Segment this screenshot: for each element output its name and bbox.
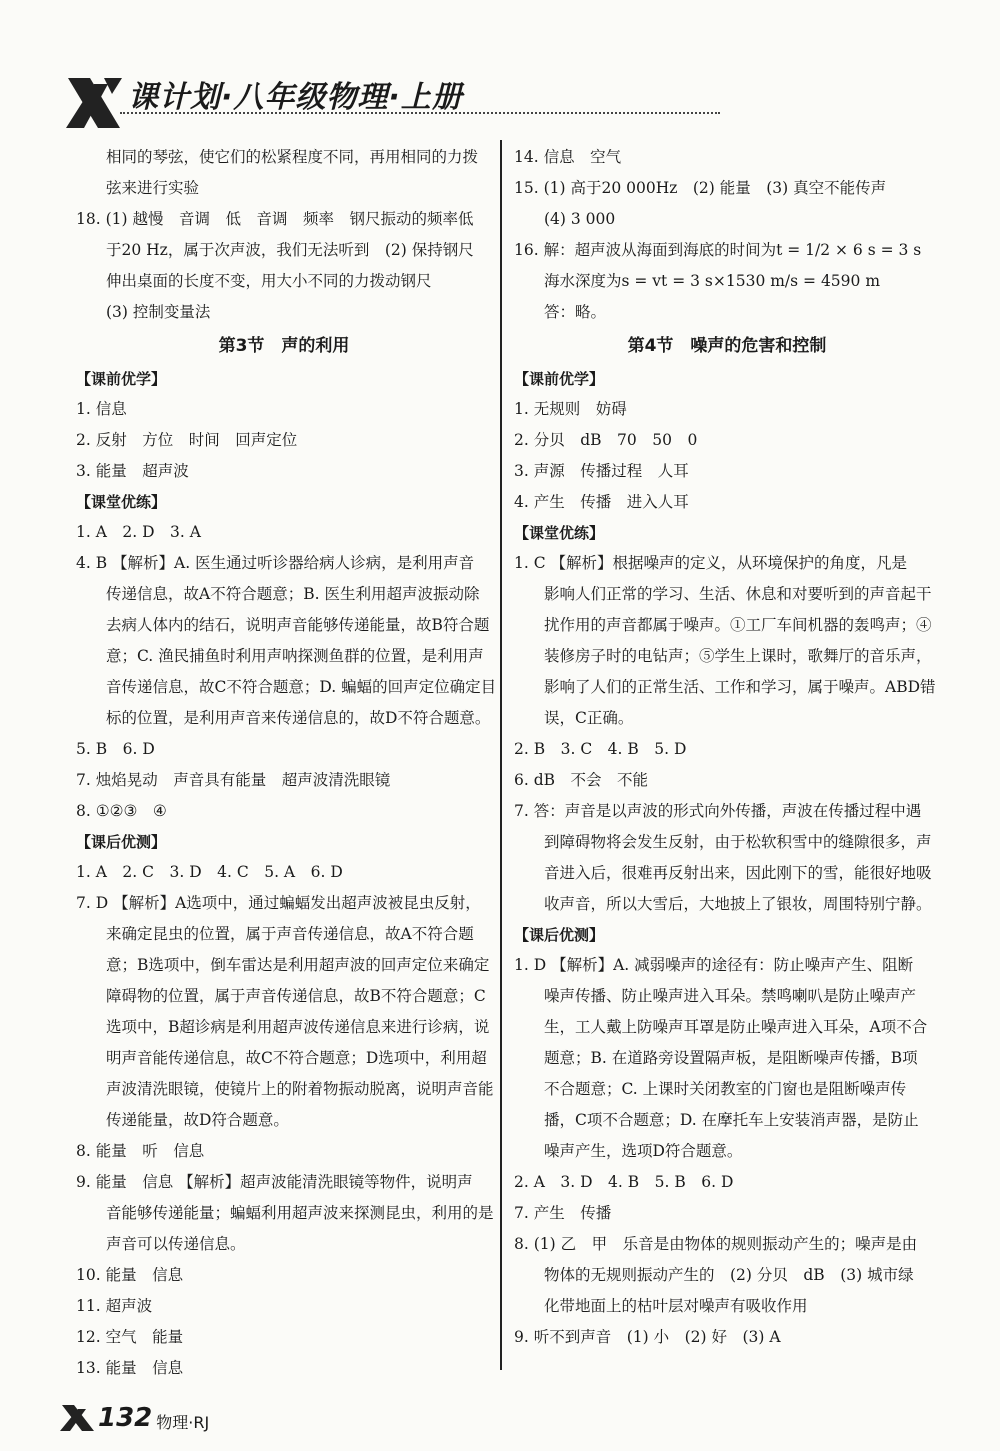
text-line: 1. A 2. C 3. D 4. C 5. A 6. D: [76, 863, 343, 881]
text-line: 1. C 【解析】根据噪声的定义，从环境保护的角度，凡是: [514, 554, 908, 572]
text-line: 于20 Hz，属于次声波，我们无法听到 (2) 保持钢尺: [106, 241, 474, 259]
left-column: [76, 142, 497, 1384]
text-line: 音进入后，很难再反射出来，因此刚下的雪，能很好地吸: [544, 864, 932, 882]
text-line: 收声音，所以大雪后，大地披上了银妆，周围特别宁静。: [544, 895, 932, 913]
text-line: 1. D 【解析】A. 减弱噪声的途径有：防止噪声产生、阻断: [514, 956, 914, 974]
text-line: 噪声传播、防止噪声进入耳朵。禁鸣喇叭是防止噪声产: [544, 987, 917, 1005]
header-title: 课计划·八年级物理·上册: [128, 80, 463, 115]
text-line: 扰作用的声音都属于噪声。①工厂车间机器的轰鸣声；④: [544, 616, 932, 634]
footer-subject: 物理·RJ: [156, 1412, 210, 1432]
text-line: 传递能量，故D符合题意。: [106, 1111, 289, 1129]
text-line: 7. 产生 传播: [514, 1204, 612, 1222]
text-line: 8. (1) 乙 甲 乐音是由物体的规则振动产生的；噪声是由: [514, 1235, 918, 1253]
text-line: 音传递信息，故C不符合题意；D. 蝙蝠的回声定位确定目: [106, 678, 497, 696]
text-line: 误，C正确。: [544, 709, 634, 727]
text-line: 7. D 【解析】A选项中，通过蝙蝠发出超声波被昆虫反射，: [76, 894, 481, 912]
text-line: (3) 控制变量法: [106, 303, 211, 321]
text-line: 2. 反射 方位 时间 回声定位: [76, 431, 298, 449]
text-line: 答：略。: [544, 303, 607, 321]
subsection-tag: 【课堂优练】: [76, 493, 167, 511]
text-line: 明声音能传递信息，故C不符合题意；D选项中，利用超: [106, 1049, 487, 1067]
page-number: 132: [98, 1403, 153, 1433]
text-line: 1. 信息: [76, 400, 127, 418]
text-line: 意；C. 渔民捕鱼时利用声呐探测鱼群的位置，是利用声: [106, 647, 484, 665]
text-line: 2. 分贝 dB 70 50 0: [514, 431, 698, 449]
footer-logo-icon: [60, 1403, 96, 1433]
text-line: 选项中，B超诊病是利用超声波传递信息来进行诊病，说: [106, 1018, 490, 1036]
text-line: 9. 能量 信息 【解析】超声波能清洗眼镜等物件，说明声: [76, 1173, 473, 1191]
text-line: 传递信息，故A不符合题意；B. 医生利用超声波振动除: [106, 585, 480, 603]
section-heading: 第4节 噪声的危害和控制: [627, 336, 827, 356]
text-line: 意；B选项中，倒车雷达是利用超声波的回声定位来确定: [106, 956, 490, 974]
text-line: 1. A 2. D 3. A: [76, 523, 201, 541]
text-line: 2. B 3. C 4. B 5. D: [514, 740, 687, 758]
text-line: 到障碍物将会发生反射，由于松软积雪中的缝隙很多，声: [544, 833, 932, 851]
text-line: 16. 解：超声波从海面到海底的时间为t = 1/2 × 6 s = 3 s: [514, 241, 922, 259]
text-line: 1. 无规则 妨碍: [514, 400, 627, 418]
text-line: 3. 能量 超声波: [76, 462, 189, 480]
text-line: 4. 产生 传播 进入人耳: [514, 493, 689, 511]
column-divider: [500, 140, 502, 1370]
text-line: 7. 烛焰晃动 声音具有能量 超声波清洗眼镜: [76, 771, 391, 789]
text-line: 9. 听不到声音 (1) 小 (2) 好 (3) A: [514, 1328, 781, 1346]
brand-logo-icon: [64, 74, 124, 132]
text-line: 8. ①②③ ④: [76, 802, 167, 820]
section-heading: 第3节 声的利用: [218, 336, 350, 356]
text-line: 噪声产生，选项D符合题意。: [544, 1142, 743, 1160]
text-line: 4. B 【解析】A. 医生通过听诊器给病人诊病，是利用声音: [76, 554, 475, 572]
text-line: 题意；B. 在道路旁设置隔声板，是阻断噪声传播，B项: [544, 1049, 918, 1067]
text-line: 海水深度为s = vt = 3 s×1530 m/s = 4590 m: [544, 272, 881, 290]
text-line: 弦来进行实验: [106, 179, 200, 197]
text-line: 伸出桌面的长度不变，用大小不同的力拨动钢尺: [106, 272, 432, 290]
text-line: 声波清洗眼镜，使镜片上的附着物振动脱离，说明声音能: [106, 1080, 494, 1098]
subsection-tag: 【课前优学】: [76, 370, 167, 388]
text-line: 不合题意；C. 上课时关闭教室的门窗也是阻断噪声传: [544, 1080, 907, 1098]
text-line: 化带地面上的枯叶层对噪声有吸收作用: [544, 1297, 808, 1315]
text-line: 播，C项不合题意；D. 在摩托车上安装消声器，是防止: [544, 1111, 919, 1129]
text-line: 生，工人戴上防噪声耳罩是防止噪声进入耳朵，A项不合: [544, 1018, 928, 1036]
text-line: 影响人们正常的学习、生活、休息和对要听到的声音起干: [544, 585, 932, 603]
subsection-tag: 【课后优测】: [76, 833, 167, 851]
text-line: 14. 信息 空气: [514, 148, 622, 166]
text-line: 相同的琴弦，使它们的松紧程度不同，再用相同的力拨: [106, 148, 479, 166]
text-line: 物体的无规则振动产生的 (2) 分贝 dB (3) 城市绿: [544, 1266, 914, 1284]
text-line: 7. 答：声音是以声波的形式向外传播，声波在传播过程中遇: [514, 802, 922, 820]
page-footer: [60, 1398, 209, 1438]
page-header: [0, 0, 1000, 140]
text-line: 12. 空气 能量: [76, 1328, 184, 1346]
text-line: 15. (1) 高于20 000Hz (2) 能量 (3) 真空不能传声: [514, 179, 887, 197]
text-line: 标的位置，是利用声音来传递信息的，故D不符合题意。: [106, 709, 491, 727]
text-line: 6. dB 不会 不能: [514, 771, 649, 789]
text-line: 障碍物的位置，属于声音传递信息，故B不符合题意；C: [106, 987, 486, 1005]
header-rule: [120, 112, 720, 114]
subsection-tag: 【课后优测】: [514, 926, 605, 944]
text-line: 2. A 3. D 4. B 5. B 6. D: [514, 1173, 734, 1191]
text-line: 声音可以传递信息。: [106, 1235, 246, 1253]
text-line: 3. 声源 传播过程 人耳: [514, 462, 689, 480]
text-line: 10. 能量 信息: [76, 1266, 184, 1284]
text-line: 影响了人们的正常生活、工作和学习，属于噪声。ABD错: [544, 678, 936, 696]
subsection-tag: 【课堂优练】: [514, 524, 605, 542]
text-line: 去病人体内的结石，说明声音能够传递能量，故B符合题: [106, 616, 490, 634]
text-line: 装修房子时的电钻声；⑤学生上课时，歌舞厅的音乐声，: [544, 647, 932, 665]
text-line: (4) 3 000: [544, 210, 616, 228]
text-line: 来确定昆虫的位置，属于声音传递信息，故A不符合题: [106, 925, 474, 943]
text-line: 音能够传递能量；蝙蝠利用超声波来探测昆虫，利用的是: [106, 1204, 494, 1222]
text-line: 18. (1) 越慢 音调 低 音调 频率 钢尺振动的频率低: [76, 210, 474, 228]
right-column: [514, 142, 940, 1353]
subsection-tag: 【课前优学】: [514, 370, 605, 388]
text-line: 5. B 6. D: [76, 740, 155, 758]
text-line: 8. 能量 听 信息: [76, 1142, 205, 1160]
text-line: 11. 超声波: [76, 1297, 153, 1315]
text-line: 13. 能量 信息: [76, 1359, 184, 1377]
